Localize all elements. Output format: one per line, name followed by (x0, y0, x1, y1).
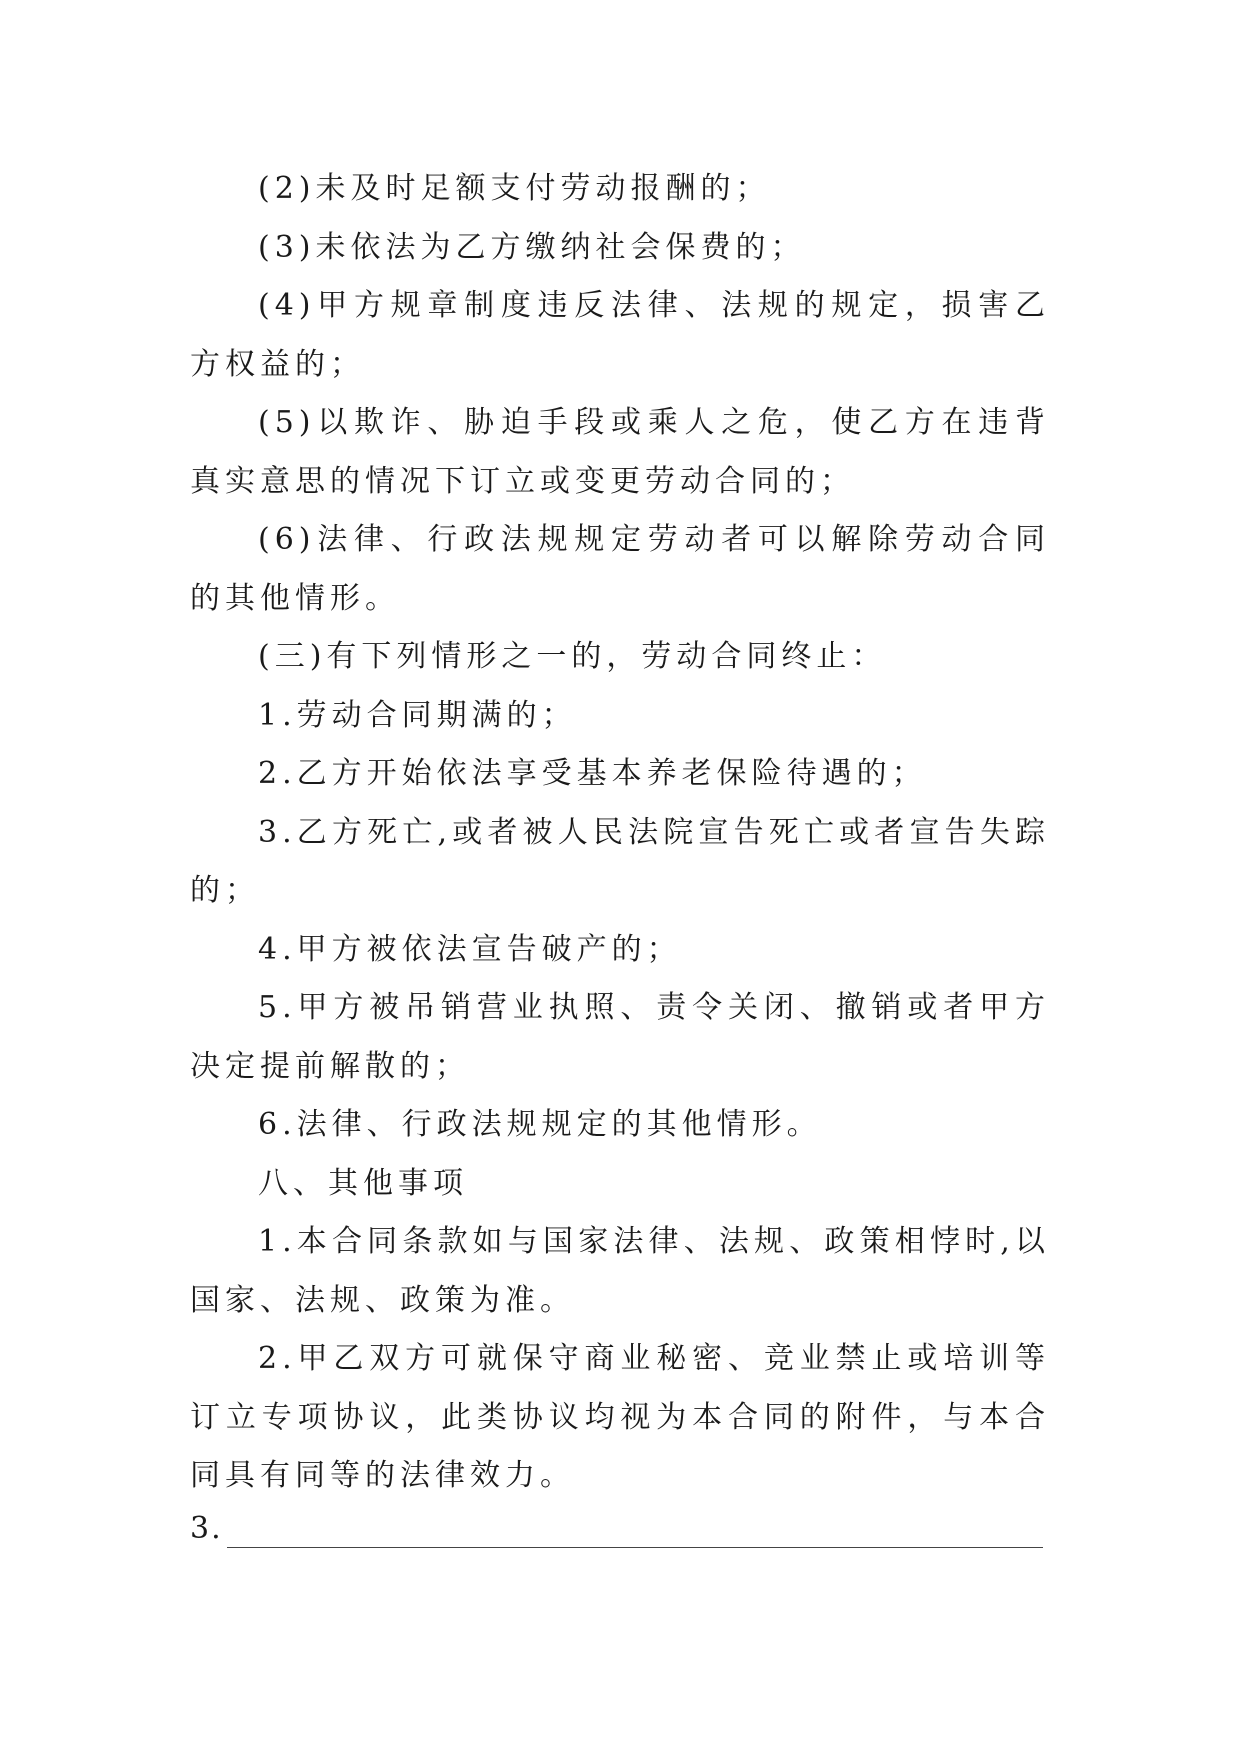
fill-in-underline (227, 1547, 1043, 1548)
clause-paragraph: (4)甲方规章制度违反法律、法规的规定，损害乙方权益的； (190, 288, 1050, 382)
clause-paragraph: 3.乙方死亡,或者被人民法院宣告死亡或者宣告失踪的； (190, 814, 1050, 908)
clause-paragraph: 4.甲方被依法宣告破产的； (258, 931, 682, 967)
clause-paragraph: (2)未及时足额支付劳动报酬的； (258, 171, 771, 206)
contract-body (190, 160, 1050, 1506)
clause-paragraph: (5)以欺诈、胁迫手段或乘人之危，使乙方在违背真实意思的情况下订立或变更劳动合同的； (190, 405, 1050, 499)
clause-paragraph: 5.甲方被吊销营业执照、责令关闭、撤销或者甲方决定提前解散的； (190, 990, 1050, 1084)
section-heading: (三)有下列情形之一的，劳动合同终止： (258, 639, 887, 674)
clause-paragraph: (6)法律、行政法规规定劳动者可以解除劳动合同的其他情形。 (190, 522, 1050, 616)
blank-clause-number: 3. (190, 1511, 223, 1546)
clause-paragraph: 2.乙方开始依法享受基本养老保险待遇的； (258, 756, 927, 791)
blank-clause-line (190, 1500, 1050, 1558)
clause-paragraph: 1.本合同条款如与国家法律、法规、政策相悖时,以国家、法规、政策为准。 (190, 1224, 1050, 1318)
clause-paragraph: 1.劳动合同期满的； (258, 697, 577, 733)
clause-paragraph: 2.甲乙双方可就保守商业秘密、竞业禁止或培训等订立专项协议，此类协议均视为本合同的附件，与本合同具有同等的法律效力。 (190, 1341, 1050, 1493)
clause-paragraph: (3)未依法为乙方缴纳社会保费的； (258, 229, 806, 265)
section-heading: 八、其他事项 (258, 1165, 468, 1201)
clause-paragraph: 6.法律、行政法规规定的其他情形。 (258, 1107, 822, 1142)
